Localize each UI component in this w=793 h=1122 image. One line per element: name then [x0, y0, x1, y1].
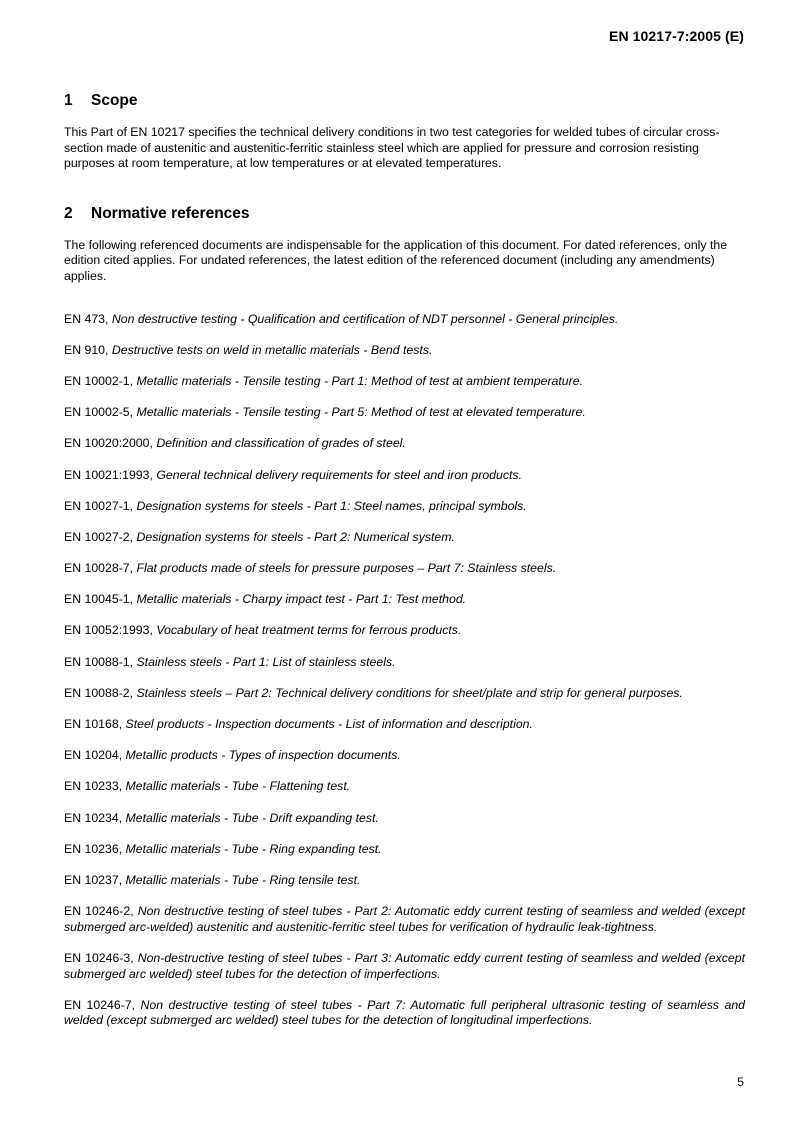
reference-code: EN 473, — [64, 311, 109, 326]
reference-code: EN 10088-1, — [64, 654, 134, 669]
reference-title: Definition and classification of grades of steel. — [156, 436, 406, 451]
reference-code: EN 910, — [64, 342, 109, 357]
scope-paragraph: This Part of EN 10217 specifies the technical delivery conditions in two test categories for welded tubes of circular cross-section made of austenitic and austenitic-ferritic stainless steel which are applied for pressure and corrosion resisting purposes at room temperature, at low temperatures or at elevated temperatures. — [64, 125, 720, 171]
reference-code: EN 10204, — [64, 748, 123, 763]
reference-title: Vocabulary of heat treatment terms for ferrous products. — [156, 623, 462, 638]
reference-code: EN 10246-3, — [64, 950, 134, 965]
reference-code: EN 10246-2, — [64, 904, 134, 919]
section-heading-normative-references — [64, 205, 745, 223]
reference-item — [64, 811, 745, 827]
reference-title: Metallic materials - Tube - Ring tensile test. — [125, 872, 361, 887]
reference-title: Non destructive testing - Qualification and certification of NDT personnel - General principles. — [111, 311, 619, 326]
reference-item — [64, 343, 745, 359]
reference-list — [64, 312, 745, 1029]
reference-title: Steel products - Inspection documents - List of information and description. — [125, 717, 533, 731]
reference-title: Metallic materials - Tube - Ring expanding test. — [125, 841, 382, 856]
references-intro-paragraph: The following referenced documents are indispensable for the application of this document. For dated references, only the edition cited applies. For undated references, the latest edition of the referenced document (including any amendments) applies. — [64, 237, 728, 283]
reference-item — [64, 623, 745, 639]
reference-title: Non destructive testing of steel tubes - Part 2: Automatic eddy current testing of seamless and welded (except submerged arc-welded) austenitic and austenitic-ferritic steel tubes for verification of hydraulic leak-tightness. — [64, 904, 745, 934]
reference-code: EN 10045-1, — [64, 592, 134, 607]
reference-code: EN 10021:1993, — [64, 467, 153, 482]
reference-code: EN 10233, — [64, 779, 123, 794]
reference-item — [64, 998, 745, 1029]
section-number: 2 — [64, 204, 73, 222]
reference-item — [64, 436, 745, 452]
reference-item — [64, 842, 745, 858]
reference-item — [64, 655, 745, 671]
reference-title: Metallic materials - Tube - Flattening test. — [125, 779, 351, 794]
reference-item — [64, 561, 745, 577]
reference-code: EN 10002-5, — [64, 405, 134, 420]
reference-title: Designation systems for steels - Part 2: Numerical system. — [136, 529, 455, 544]
reference-title: Metallic materials - Tensile testing - Part 5: Method of test at elevated temperature. — [136, 405, 586, 420]
page-content — [64, 92, 745, 1044]
reference-item — [64, 592, 745, 608]
reference-code: EN 10168, — [64, 717, 123, 731]
reference-title: Metallic materials - Charpy impact test - Part 1: Test method. — [136, 592, 467, 607]
reference-code: EN 10020:2000, — [64, 436, 153, 451]
reference-title: Metallic products - Types of inspection documents. — [125, 748, 401, 763]
reference-code: EN 10234, — [64, 810, 123, 825]
reference-code: EN 10002-1, — [64, 373, 134, 388]
reference-title: Flat products made of steels for pressure purposes – Part 7: Stainless steels. — [136, 561, 557, 576]
reference-item — [64, 717, 745, 733]
reference-code: EN 10236, — [64, 841, 123, 856]
reference-code: EN 10237, — [64, 872, 123, 887]
reference-title: Destructive tests on weld in metallic materials - Bend tests. — [111, 342, 433, 357]
reference-item — [64, 468, 745, 484]
reference-code: EN 10246-7, — [64, 997, 136, 1012]
reference-title: Metallic materials - Tensile testing - Part 1: Method of test at ambient temperature. — [136, 373, 583, 388]
reference-title: General technical delivery requirements for steel and iron products. — [156, 467, 522, 482]
section-title: Scope — [91, 92, 138, 109]
reference-item — [64, 951, 745, 982]
reference-code: EN 10088-2, — [64, 685, 134, 700]
reference-title: Designation systems for steels - Part 1: Steel names, principal symbols. — [136, 498, 527, 513]
section-heading-scope — [64, 92, 745, 110]
reference-code: EN 10027-1, — [64, 498, 134, 513]
reference-item — [64, 405, 745, 421]
document-id: EN 10217-7:2005 (E) — [609, 28, 744, 44]
reference-item — [64, 374, 745, 390]
reference-code: EN 10027-2, — [64, 529, 134, 544]
reference-title: Stainless steels - Part 1: List of stainless steels. — [136, 654, 396, 669]
page-number: 5 — [737, 1075, 744, 1089]
reference-code: EN 10052:1993, — [64, 623, 153, 638]
reference-item — [64, 873, 745, 889]
reference-item — [64, 530, 745, 546]
reference-item — [64, 312, 745, 328]
reference-item — [64, 499, 745, 515]
reference-title: Stainless steels – Part 2: Technical delivery conditions for sheet/plate and strip for general purposes. — [136, 685, 683, 700]
reference-item — [64, 748, 745, 764]
reference-title: Non destructive testing of steel tubes - Part 7: Automatic full peripheral ultrasonic testing of seamless and welded (except submerged arc welded) steel tubes for the detection of longitudinal imperfections. — [64, 997, 746, 1028]
reference-item — [64, 686, 745, 702]
reference-code: EN 10028-7, — [64, 561, 134, 576]
reference-item — [64, 904, 745, 935]
reference-title: Metallic materials - Tube - Drift expanding test. — [125, 810, 379, 825]
reference-title: Non-destructive testing of steel tubes - Part 3: Automatic eddy current testing of seamless and welded (except submerged arc welded) steel tubes for the detection of imperfections. — [64, 950, 745, 981]
section-number: 1 — [64, 92, 73, 109]
reference-item — [64, 779, 745, 795]
section-title: Normative references — [91, 204, 250, 222]
